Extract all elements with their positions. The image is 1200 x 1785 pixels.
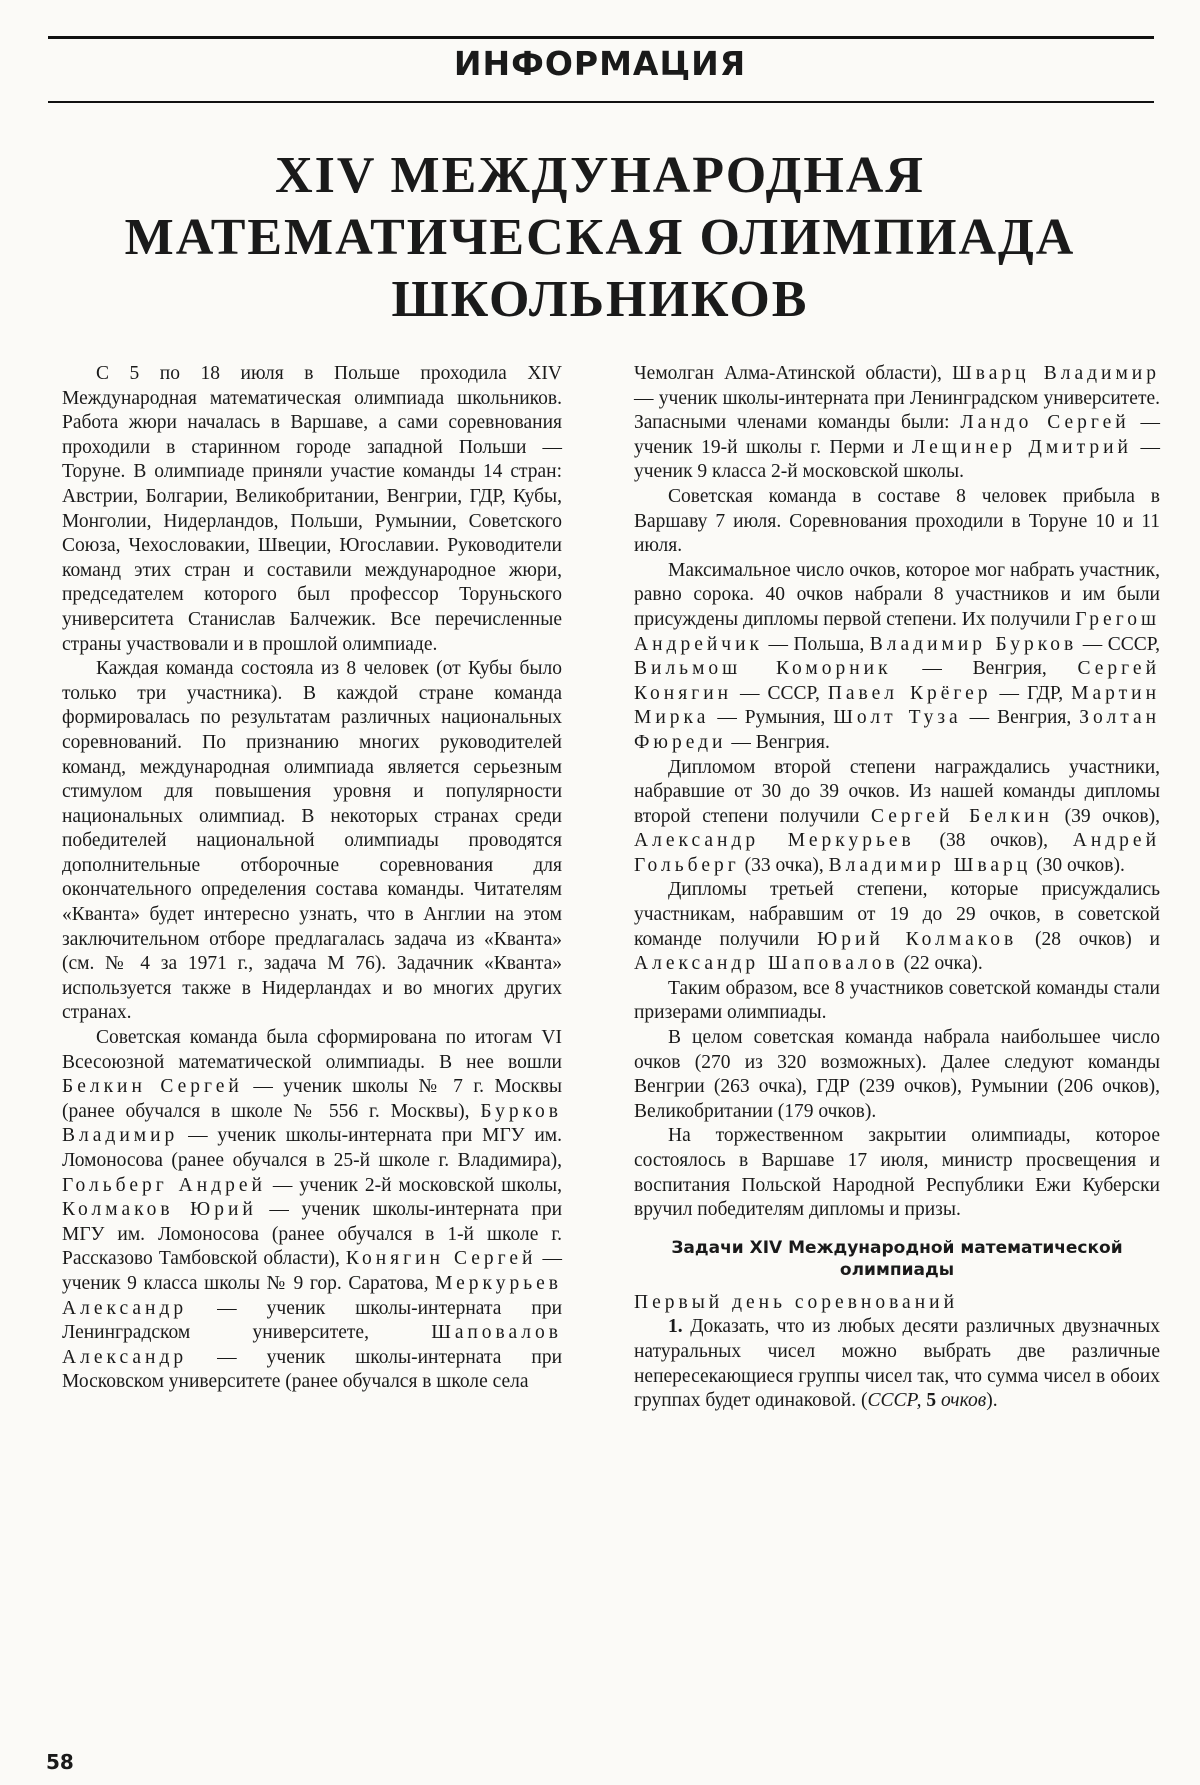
person-name: Золтан Фюреди [634,707,1161,753]
right-column [634,362,1160,1414]
paragraph: В целом советская команда набрала наибольшее число очков (270 из 320 возможных). Далее следуют команды Венгрии (263 очка), ГДР (239 очков), Румынии (206 очков), Великобритании (179 очков). [634,1027,1160,1122]
person-name: Шолт Туза [833,707,962,729]
person-name: Шаповалов Александр [62,1322,562,1368]
person-name: Лещинер Дмитрий [911,436,1132,458]
title-line-1: XIV МЕЖДУНАРОДНАЯ [275,147,925,204]
left-column [62,362,562,1395]
person-name: Андрей Гольберг [634,830,1161,876]
person-name: Ландо Сергей [960,412,1130,434]
person-name: Гольберг Андрей [62,1174,266,1196]
person-name: Владимир Бурков [869,633,1078,655]
paragraph: Дипломы третьей степени, которые присуждались участникам, набравшим от 19 до 29 очков, в советской команде получили Юрий Колмаков (28 очков) и Александр Шаповалов (22 очка). [634,879,1160,975]
title-line-2: МАТЕМАТИЧЕСКАЯ ОЛИМПИАДА [124,209,1076,266]
person-name: Александр Шаповалов [634,953,899,975]
person-name: Белкин Сергей [62,1076,243,1098]
problem-number: 1. [668,1316,683,1338]
person-name: Конягин Сергей [345,1248,537,1270]
day-heading: Первый день соревнований [634,1291,959,1313]
section-rubric: ИНФОРМАЦИЯ [453,44,747,83]
paragraph: Таким образом, все 8 участников советской команды стали призерами олимпиады. [634,977,1160,1024]
paragraph: Каждая команда состояла из 8 человек (от Кубы было только три участника). В каждой стране команда формировалась по результатам различных национальных соревнований. По признанию многих руководителей команд, международная олимпиада является серьезным стимулом для повышения уровня и популярности национальных олимпиад. В некоторых странах среди победителей национальной олимпиады проводятся дополнительные отборочные соревнования для окончательного определения состава команды. Читателям «Кванта» будет интересно узнать, что в Англии на этом заключительном отборе предлагалась задача из «Кванта» (см. № 4 за 1971 г., задача М 76). Задачник «Кванта» используется также в Нидерландах и во многих других странах. [62,658,562,1024]
person-name: Юрий Колмаков [817,928,1018,950]
paragraph: Советская команда была сформирована по итогам VI Всесоюзной математической олимпиады. В нее вошли Белкин Сергей — ученик школы № 7 г. Москвы (ранее обучался в школе № 556 г. Москвы), Бурков Владимир — ученик школы-интерната при МГУ им. Ломоносова (ранее обучался в 25-й школе г. Владимира), Гольберг Андрей — ученик 2-й московской школы, Колмаков Юрий — ученик школы-интерната при МГУ им. Ломоносова (ранее обучался в 1-й школе г. Рассказово Тамбовской области), Конягин Сергей — ученик 9 класса школы № 9 гор. Саратова, Меркурьев Александр — ученик школы-интерната при Ленинградском университете, Шаповалов Александр — ученик школы-интерната при Московском университете (ранее обучался в школе села [62,1027,563,1393]
person-name: Меркурьев Александр [62,1272,563,1319]
person-name: Сергей Белкин [871,805,1053,827]
paragraph: Советская команда в составе 8 человек прибыла в Варшаву 7 июля. Соревнования проходили в Торуне 10 и 11 июля. [634,485,1160,557]
paragraph: Дипломом второй степени награждались участники, набравшие от 30 до 39 очков. Из нашей команды дипломы второй степени получили Сергей Белкин (39 очков), Александр Меркурьев (38 очков), Андрей Гольберг (33 очка), Владимир Шварц (30 очков). [634,756,1161,876]
problem-text: Доказать, что из любых десяти различных двузначных натуральных чисел можно выбрать две различные непересекающиеся группы чисел так, что сумма чисел в обоих группах будет одинаковой. [634,1316,1160,1412]
person-name: Вильмош Коморник [634,658,892,680]
person-name: Мартин Мирка [634,682,1161,729]
paragraph: Чемолган Алма-Атинской области), Шварц Владимир — ученик школы-интерната при Ленинградском университете. Запасными членами команды были: Ландо Сергей — ученик 19-й школы г. Перми и Лещинер Дмитрий — ученик 9 класса 2-й московской школы. [634,363,1161,483]
person-name: Павел Крёгер [827,682,992,704]
person-name: Колмаков Юрий [62,1199,257,1221]
problem-points: 5 [926,1390,937,1412]
problem-points-unit: очков [941,1390,987,1412]
paragraph: С 5 по 18 июля в Польше проходила XIV Международная математическая олимпиада школьников. Работа жюри началась в Варшаве, а сами соревнования проходили в старинном городе западной Польши — Торуне. В олимпиаде приняли участие команды 14 стран: Австрии, Болгарии, Великобритании, Венгрии, ГДР, Кубы, Монголии, Нидерландов, Польши, Румынии, Советского Союза, Чехословакии, Швеции, Югославии. Руководители команд этих стран и составили международное жюри, председателем которого был профессор Торуньского университета Станислав Балчежик. Все перечисленные страны участвовали и в прошлой олимпиаде. [62,363,562,655]
paragraph: Максимальное число очков, которое мог набрать участник, равно сорока. 40 очков набрали 8 участников и им были присуждены дипломы первой степени. Их получили Грегош Андрейчик — Польша, Владимир Бурков — СССР, Вильмош Коморник — Венгрия, Сергей Конягин — СССР, Павел Крёгер — ГДР, Мартин Мирка — Румыния, Шолт Туза — Венгрия, Золтан Фюреди — Венгрия. [634,559,1161,753]
page-number: 58 [46,1750,74,1774]
problem-1: 1. Доказать, что из любых десяти различных двузначных натуральных чисел можно выбрать две различные непересекающиеся группы чисел так, что сумма чисел в обоих группах будет одинаковой. (СССР, 5 очков). [634,1316,1160,1412]
top-rule [48,36,1154,39]
problem-source-country: СССР, [867,1390,922,1412]
paragraph: На торжественном закрытии олимпиады, которое состоялось в Варшаве 17 июля, министр просвещения и воспитания Польской Народной Республики Ежи Куберски вручил победителям дипломы и призы. [634,1125,1160,1221]
title-line-3: ШКОЛЬНИКОВ [391,271,809,328]
problems-heading: Задачи XIV Международной математической олимпиады [671,1237,1123,1280]
person-name: Владимир Шварц [828,854,1032,876]
person-name: Шварц Владимир [952,363,1160,384]
article-title [60,145,1140,331]
person-name: Александр Меркурьев [634,830,915,852]
person-name: Сергей Конягин [634,658,1161,704]
person-name: Грегош Андрейчик [634,608,1160,655]
person-name: Бурков Владимир [62,1100,563,1147]
rubric-rule [48,101,1154,103]
